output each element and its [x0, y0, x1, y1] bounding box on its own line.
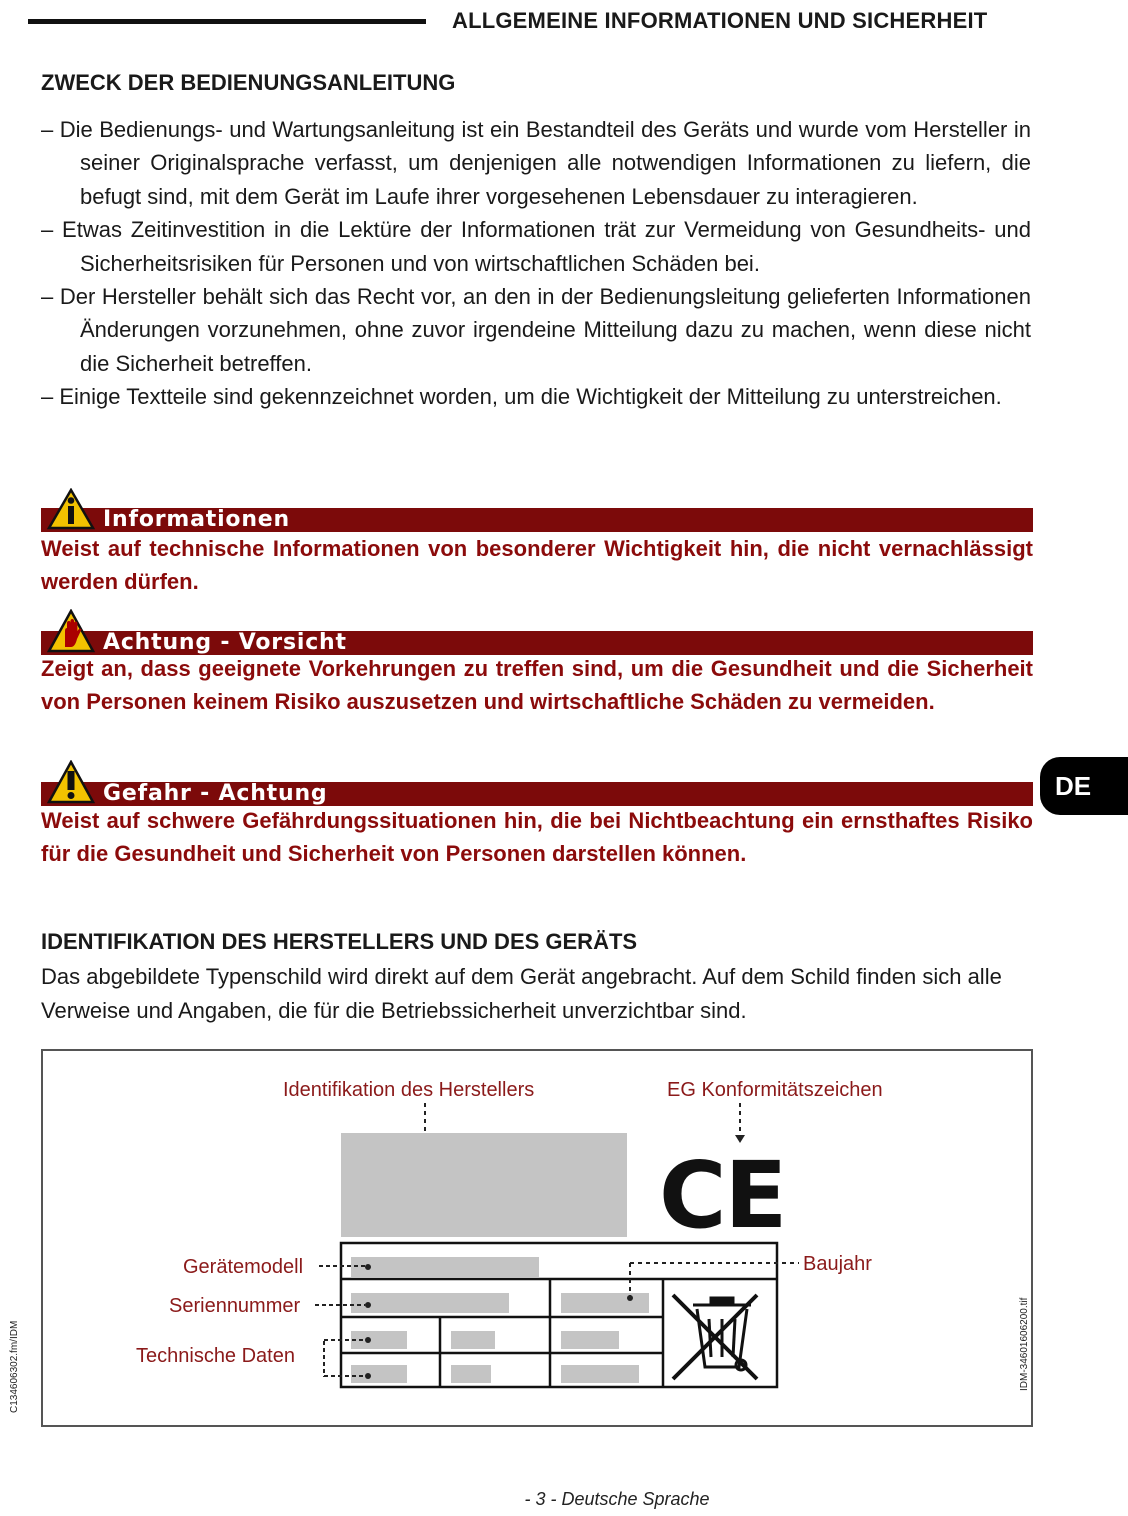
side-reference: C134606302.fm/IDM [9, 1320, 20, 1413]
manufacturer-logo-placeholder [341, 1133, 627, 1237]
year-field [561, 1293, 649, 1313]
tech-field [561, 1331, 619, 1349]
section-title-purpose: ZWECK DER BEDIENUNGSANLEITUNG [41, 70, 456, 95]
serial-field [351, 1293, 509, 1313]
stop-hand-icon [47, 609, 95, 653]
header-rule [28, 19, 426, 24]
notice-label: Achtung - Vorsicht [103, 630, 347, 655]
notice-text: Weist auf schwere Gefährdungssituationen hin, die bei Nichtbeachtung ein ernsthaftes Risiko für die Gesundheit und Sicherheit von Personen darstellen können. [41, 808, 1033, 867]
bullet-item: – Die Bedienungs- und Wartungsanleitung ist ein Bestandteil des Geräts und wurde vom Hersteller in seiner Originalsprache verfasst, um denjenigen alle notwendigen Informationen zu liefern, die befugt sind, mit dem Gerät im Laufe ihrer vorgesehenen Lebensdauer zu interagieren. [41, 117, 1031, 209]
notice-text: Zeigt an, dass geeignete Vorkehrungen zu treffen sind, um die Gesundheit und die Sicherheit von Personen keinem Risiko auszusetzen und wirtschaftliche Schäden zu vermeiden. [41, 656, 1033, 715]
bullet-item: – Etwas Zeitinvestition in die Lektüre der Informationen trät zur Vermeidung von Gesundheits- und Sicherheitsrisiken für Personen und von wirtschaftlichen Schäden bei. [41, 217, 1031, 276]
identification-paragraph: Das abgebildete Typenschild wird direkt auf dem Gerät angebracht. Auf dem Schild finden sich alle Verweise und Angaben, die für die Betriebssicherheit unverzichtbar sind. [41, 964, 1002, 1023]
page-footer: - 3 - Deutsche Sprache [524, 1489, 710, 1509]
manufacturer-label: Identifikation des Herstellers [283, 1079, 535, 1101]
nameplate-drawing [43, 1051, 1031, 1425]
notice-text: Weist auf technische Informationen von besonderer Wichtigkeit hin, die nicht vernachlässigt werden dürfen. [41, 536, 1033, 595]
bullet-item: – Der Hersteller behält sich das Recht vor, an den in der Bedienungsleitung gelieferten Informationen Änderungen vorzunehmen, ohne zuvor irgendeine Mitteilung dazu zu machen, wenn diese nicht die Sicherheit betreffen. [41, 284, 1031, 376]
bullet-item: – Einige Textteile sind gekennzeichnet worden, um die Wichtigkeit der Mitteilung zu unterstreichen. [41, 384, 1002, 410]
technical-data-label: Technische Daten [136, 1345, 295, 1367]
purpose-bullet-list [41, 113, 1031, 414]
serial-label: Seriennummer [169, 1295, 301, 1317]
tech-field [451, 1331, 495, 1349]
nameplate-diagram [41, 1049, 1033, 1427]
info-warning-icon [47, 488, 95, 530]
weee-crossed-bin-icon [673, 1295, 757, 1379]
year-label: Baujahr [803, 1253, 872, 1275]
language-tab: DE [1040, 757, 1128, 815]
section-title-identification: IDENTIFIKATION DES HERSTELLERS UND DES GERÄTS [41, 929, 638, 954]
notice-label: Informationen [103, 507, 290, 532]
danger-exclamation-icon [47, 760, 95, 804]
ce-mark-label: EG Konformitätszeichen [667, 1079, 883, 1101]
tech-field [451, 1365, 491, 1383]
model-label: Gerätemodell [183, 1256, 304, 1278]
notice-label: Gefahr - Achtung [103, 781, 328, 806]
model-field [351, 1257, 539, 1277]
tech-field [561, 1365, 639, 1383]
ce-mark-symbol: CE [659, 1142, 786, 1249]
page-header-title: ALLGEMEINE INFORMATIONEN UND SICHERHEIT [452, 8, 988, 33]
file-reference: IDM-34601606200.tif [1019, 1297, 1030, 1391]
tech-field [351, 1365, 407, 1383]
